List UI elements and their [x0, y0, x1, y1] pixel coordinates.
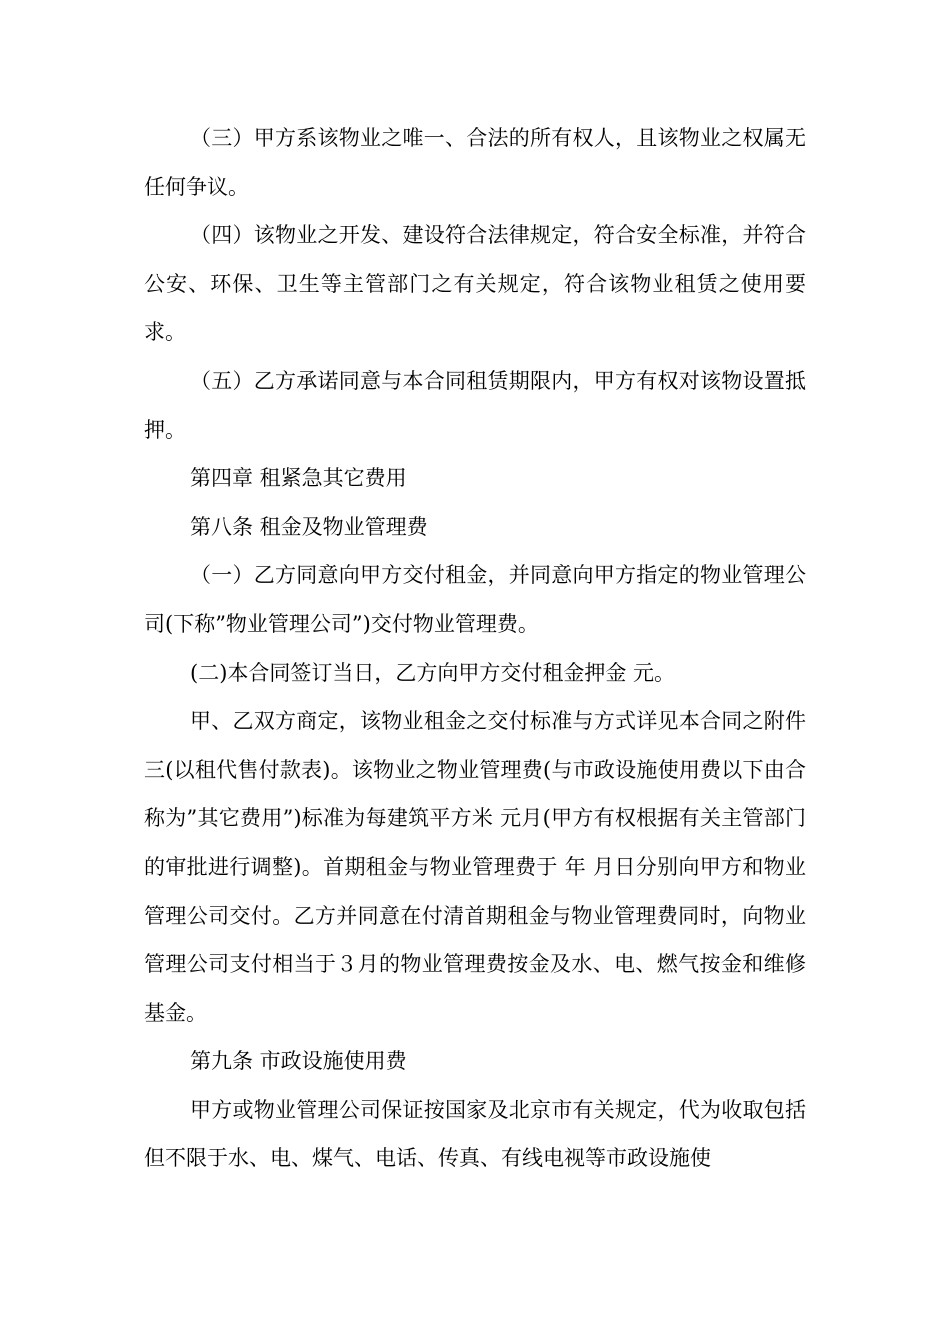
article-8-heading: 第八条 租金及物业管理费: [190, 514, 428, 539]
document-body: [144, 114, 806, 1183]
article-9-body: 甲方或物业管理公司保证按国家及北京市有关规定，代为收取包括但不限于水、电、煤气、电话、传真、有线电视等市政设施使: [144, 1097, 806, 1171]
chapter-heading: 第四章 租紧急其它费用: [190, 466, 407, 491]
clause-item-3: （三）甲方系该物业之唯一、合法的所有权人，且该物业之权属无任何争议。: [144, 126, 806, 199]
clause-item-4: （四）该物业之开发、建设符合法律规定，符合安全标准，并符合公安、环保、卫生等主管部门之有关规定，符合该物业租赁之使用要求。: [144, 223, 806, 345]
article-8-body: 甲、乙双方商定，该物业租金之交付标准与方式详见本合同之附件三(以租代售付款表)。该物业之物业管理费(与市政设施使用费以下由合称为”其它费用”)标准为每建筑平方米 元月(甲方有权根据有关主管部门的审批进行调整)。首期租金与物业管理费于 年 月日分别向甲方和物业管理公司交付。乙方并同意在付清首期租金与物业管理费同时，向物业管理公司支付相当于３月的物业管理费按金及水、电、燃气按金和维修基金。: [144, 709, 806, 1025]
article-8-item-1: （一）乙方同意向甲方交付租金，并同意向甲方指定的物业管理公司(下称”物业管理公司”)交付物业管理费。: [144, 563, 806, 636]
clause-item-5: （五）乙方承诺同意与本合同租赁期限内，甲方有权对该物设置抵押。: [144, 368, 806, 442]
article-9-heading: 第九条 市政设施使用费: [190, 1049, 407, 1074]
article-8-item-2: (二)本合同签订当日，乙方向甲方交付租金押金 元。: [190, 660, 676, 685]
